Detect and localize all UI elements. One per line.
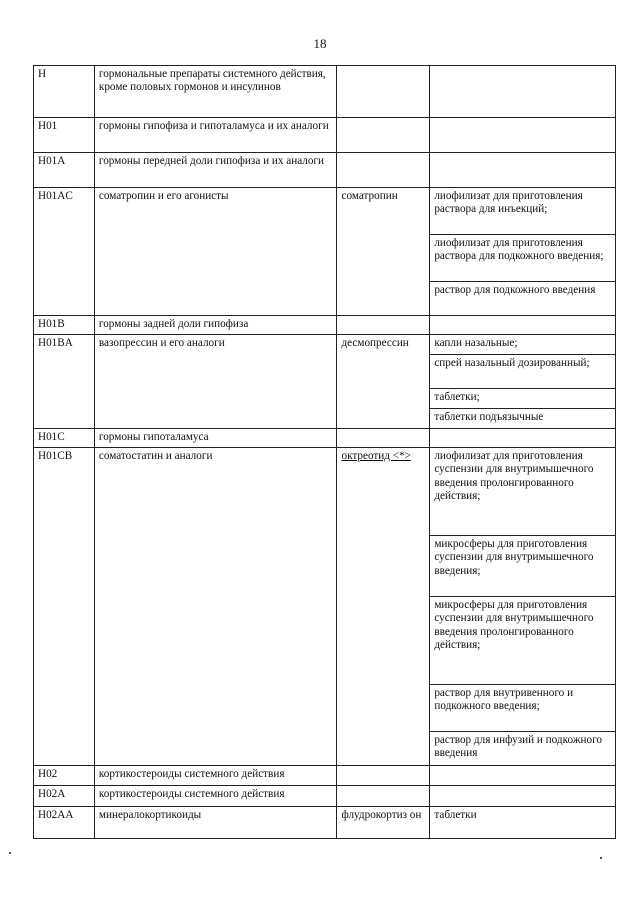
dosage-form: микросферы для приготовления суспензии для внутримышечного введения пролонгированного действия; [430,596,615,684]
drug-name: октреотид <*> [337,448,430,765]
table-row [33,187,616,315]
dosage-form: таблетки [434,809,477,821]
scan-speck [600,857,602,859]
atc-code: H01AC [34,188,95,315]
atc-group-name: гормоны задней доли гипофиза [95,316,338,334]
dosage-form: капли назальные; [434,337,518,349]
table-row [33,315,616,334]
drug-name: соматропин [337,188,430,315]
dosage-forms [430,335,616,428]
drug-name: флудрокортиз он [337,807,430,838]
atc-group-name: соматостатин и аналоги [95,448,338,765]
atc-code: H [34,66,95,117]
dosage-forms [430,118,616,152]
atc-group-name: гормоны гипофиза и гипоталамуса и их аналоги [95,118,338,152]
table-row [33,334,616,428]
table-row [33,65,616,117]
table-row [33,428,616,447]
dosage-form: таблетки; [430,388,615,408]
dosage-forms [430,429,616,447]
atc-group-name: минералокортикоиды [95,807,338,838]
dosage-forms [430,316,616,334]
atc-group-name: кортикостероиды системного действия [95,766,338,785]
drug-name: десмопрессин [337,335,430,428]
atc-group-name: гормоны гипоталамуса [95,429,338,447]
dosage-forms [430,786,616,806]
dosage-forms [430,188,616,315]
table-row [33,806,616,839]
table-row [33,152,616,187]
table-row [33,447,616,765]
table-row [33,117,616,152]
dosage-form: таблетки подъязычные [430,408,615,428]
dosage-forms [430,153,616,187]
drug-name [337,429,430,447]
table-row [33,785,616,806]
scan-speck [9,852,11,854]
dosage-forms [430,448,616,765]
atc-code: H02A [34,786,95,806]
drug-name [337,153,430,187]
dosage-form: лиофилизат для приготовления раствора для инъекций; [434,190,583,216]
atc-code: H02 [34,766,95,785]
dosage-form: раствор для инфузий и подкожного введения [430,731,615,765]
atc-code: H01 [34,118,95,152]
atc-group-name: гормональные препараты системного действия, кроме половых гормонов и инсулинов [95,66,338,117]
atc-code: H01BA [34,335,95,428]
atc-code: H01CB [34,448,95,765]
dosage-forms [430,807,616,838]
dosage-form: раствор для подкожного введения [430,281,615,315]
atc-group-name: кортикостероиды системного действия [95,786,338,806]
drug-name [337,766,430,785]
dosage-forms [430,66,616,117]
dosage-forms [430,766,616,785]
drug-name [337,118,430,152]
drug-name [337,66,430,117]
dosage-form: лиофилизат для приготовления раствора для подкожного введения; [430,234,615,281]
atc-group-name: вазопрессин и его аналоги [95,335,338,428]
table-row [33,765,616,785]
drug-name [337,316,430,334]
dosage-form: лиофилизат для приготовления суспензии для внутримышечного введения пролонгированного действия; [434,450,594,503]
dosage-form: раствор для внутривенного и подкожного введения; [430,684,615,731]
dosage-form: спрей назальный дозированный; [430,354,615,388]
atc-code: H01C [34,429,95,447]
atc-group-name: соматропин и его агонисты [95,188,338,315]
drug-table [33,65,616,839]
atc-code: H02AA [34,807,95,838]
page-number: 18 [313,36,327,51]
atc-code: H01B [34,316,95,334]
atc-group-name: гормоны передней доли гипофиза и их аналоги [95,153,338,187]
atc-code: H01A [34,153,95,187]
dosage-form: микросферы для приготовления суспензии для внутримышечного введения; [430,535,615,596]
drug-name [337,786,430,806]
